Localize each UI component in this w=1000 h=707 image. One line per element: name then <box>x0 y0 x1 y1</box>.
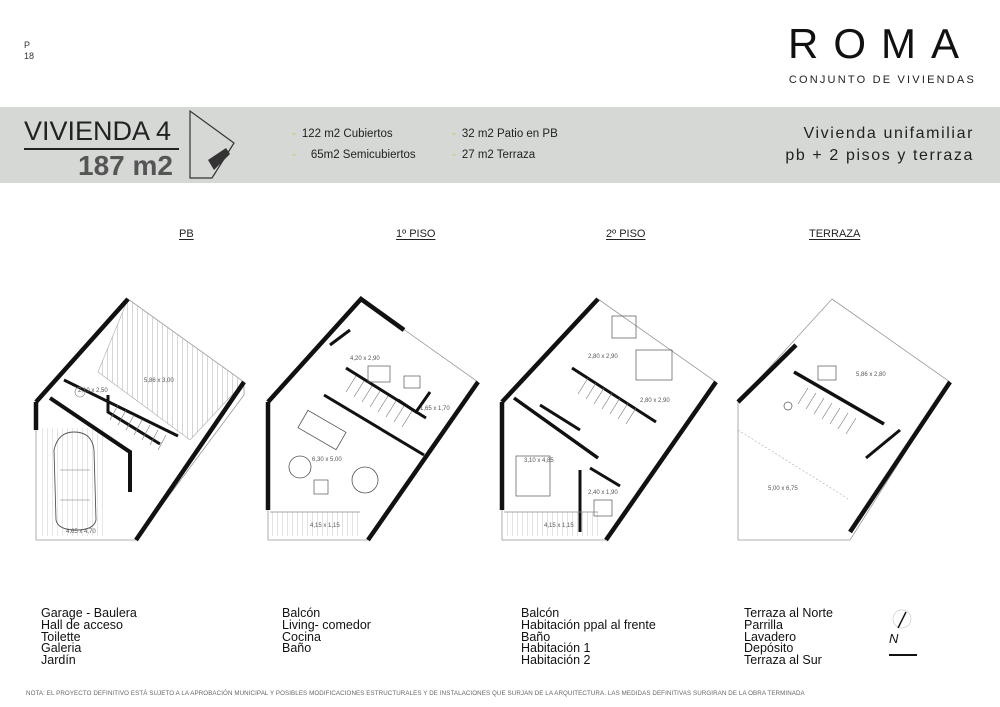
spec-item: - 32 m2 Patio en PB <box>452 128 558 140</box>
dim-label: 2,80 x 2,90 <box>588 354 618 360</box>
dim-label: 4,20 x 2,90 <box>350 356 380 362</box>
plan-1-piso <box>268 299 478 540</box>
dim-label: 2,80 x 2,90 <box>640 398 670 404</box>
room-list-terraza: Terraza al Norte Parrilla Lavadero Depósito Terraza al Sur <box>744 606 833 668</box>
floor-label-terraza: TERRAZA <box>809 228 861 240</box>
dim-label: 5,86 x 2,80 <box>856 372 886 378</box>
dim-label: 2,40 x 1,90 <box>588 490 618 496</box>
site-plan-icon <box>188 108 240 184</box>
room-list-pb: Garage - Baulera Hall de acceso Toilette Galeria Jardín <box>41 606 137 668</box>
dim-label: 2,10 x 2,50 <box>78 388 108 394</box>
page-number: P 18 <box>24 40 35 61</box>
north-arrow-icon <box>882 606 922 664</box>
spec-item: - 27 m2 Terraza <box>452 149 536 161</box>
room-list-1-piso: Balcón Living- comedor Cocina Baño <box>282 606 371 656</box>
dim-label: 6,30 x 5,00 <box>312 457 342 463</box>
plan-terraza <box>738 299 950 540</box>
floor-label-2: 2º PISO <box>606 228 646 240</box>
dim-label: 4,65 x 4,70 <box>66 529 96 535</box>
plan-2-piso <box>502 299 716 540</box>
plan-pb <box>36 299 244 540</box>
dim-label: 5,00 x 6,75 <box>768 486 798 492</box>
floor-label-pb: PB <box>179 228 194 240</box>
brand-logo: ROMA <box>788 20 974 67</box>
room-list-2-piso: Balcón Habitación ppal al frente Baño Habitación 1 Habitación 2 <box>521 606 656 668</box>
unit-description: Vivienda unifamiliar pb + 2 pisos y terraza <box>785 125 974 164</box>
spec-item: - 65m2 Semicubiertos <box>292 149 416 161</box>
dim-label: 3,10 x 4,85 <box>524 458 554 464</box>
legal-note: NOTA: EL PROYECTO DEFINITIVO ESTÁ SUJETO A LA APROBACIÓN MUNICIPAL Y POSIBLES MODIFICACIONES ESTRUCTURALES Y DE INSTALACIONES QUE SURJAN DE LA ARQUITECTURA. LAS MEDIDAS DEFINITIVAS SURGIRAN DE LA OBRA TERMINADA <box>26 690 805 697</box>
unit-title: VIVIENDA 4 <box>24 116 172 146</box>
dim-label: 4,15 x 1,15 <box>544 523 574 529</box>
spec-item: - 122 m2 Cubiertos <box>292 128 393 140</box>
dim-label: 1,65 x 1,70 <box>420 406 450 412</box>
floor-label-1: 1º PISO <box>396 228 436 240</box>
dim-label: 4,15 x 1,15 <box>310 523 340 529</box>
unit-area: 187 m2 <box>78 150 173 181</box>
dim-label: 5,86 x 3,00 <box>144 378 174 384</box>
north-label: N <box>889 631 899 646</box>
floor-plans <box>0 280 1000 550</box>
brand-subtitle: CONJUNTO DE VIVIENDAS <box>788 74 976 86</box>
